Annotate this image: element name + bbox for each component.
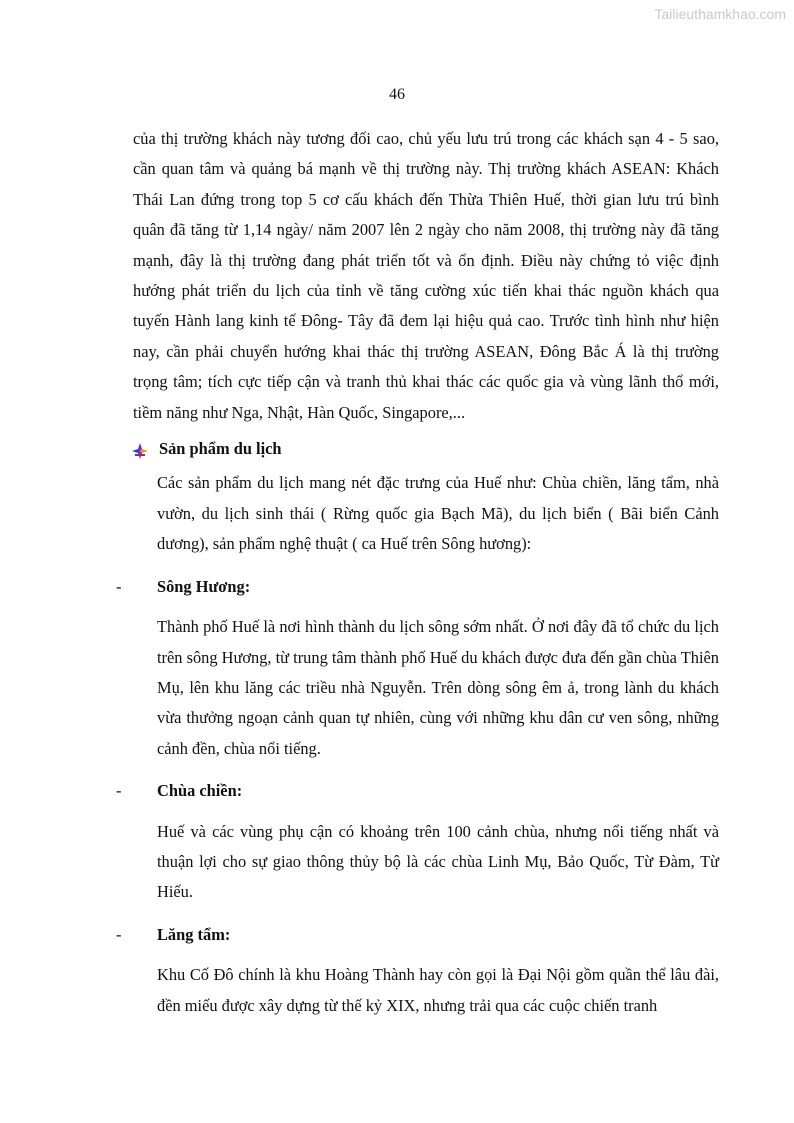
page-number: 46 [389, 86, 405, 103]
item-dash: - [116, 924, 122, 944]
intro-paragraph: của thị trường khách này tương đối cao, chủ yếu lưu trú trong các khách sạn 4 - 5 sao, cần quan tâm và quảng bá mạnh về thị trường này. Thị trường khách ASEAN: Khách Thái Lan đứng trong top 5 cơ cấu khách đến Thừa Thiên Huế, thời gian lưu trú bình quân đã tăng từ 1,14 ngày/ năm 2007 lên 2 ngày cho năm 2008, thị trường này đã tăng mạnh, đây là thị trường đang phát triển tốt và ổn định. Điều này chứng tỏ việc định hướng phát triển du lịch của tỉnh về tăng cường xúc tiến khai thác nguồn khách qua tuyến Hành lang kinh tế Đông- Tây đã đem lại hiệu quả cao. Trước tình hình như hiện nay, cần phải chuyển hướng khai thác thị trường ASEAN, Đông Bắc Á là thị trường trọng tâm; tích cực tiếp cận và tranh thủ khai thác các quốc gia và vùng lãnh thổ mới, tiềm năng như Nga, Nhật, Hàn Quốc, Singapore,... [133, 129, 719, 422]
section-heading [133, 434, 719, 464]
section-heading-text: Sản phẩm du lịch [159, 439, 282, 459]
item-title: Chùa chiền: [157, 781, 243, 801]
item-text: Thành phố Huế là nơi hình thành du lịch sông sớm nhất. Ở nơi đây đã tổ chức du lịch trên sông Hương, từ trung tâm thành phố Huế du khách được đưa đến gần chùa Thiên Mụ, lên khu lăng các triều nhà Nguyễn. Trên dòng sông êm ả, trong lành du khách vừa thưởng ngoạn cảnh quan tự nhiên, cùng với những khu dân cư ven sông, những cảnh đền, chùa nổi tiếng. [157, 617, 719, 758]
item-dash: - [116, 576, 122, 596]
item-text: Huế và các vùng phụ cận có khoảng trên 100 cảnh chùa, nhưng nổi tiếng nhất và thuận lợi cho sự giao thông thủy bộ là các chùa Linh Mụ, Bảo Quốc, Từ Đàm, Từ Hiếu. [157, 821, 719, 902]
watermark: Tailieuthamkhao.com [654, 6, 786, 22]
document-body [116, 124, 719, 1021]
four-color-bullet-icon [131, 440, 149, 458]
item-heading-lang-tam [116, 920, 719, 950]
item-text: Khu Cố Đô chính là khu Hoàng Thành hay còn gọi là Đại Nội gồm quần thể lâu đài, đền miếu được xây dựng từ thế kỷ XIX, nhưng trải qua các cuộc chiến tranh [157, 965, 719, 1015]
item-title: Sông Hương: [157, 576, 251, 596]
item-dash: - [116, 781, 122, 801]
item-heading-chua-chien [116, 776, 719, 806]
section-intro: Các sản phẩm du lịch mang nét đặc trưng của Huế như: Chùa chiền, lăng tẩm, nhà vườn, du lịch sinh thái ( Rừng quốc gia Bạch Mã), du lịch biển ( Bãi biển Cảnh dương), sản phẩm nghệ thuật ( ca Huế trên Sông hương): [157, 473, 719, 554]
item-title: Lăng tẩm: [157, 924, 231, 944]
item-heading-song-huong [116, 572, 719, 602]
